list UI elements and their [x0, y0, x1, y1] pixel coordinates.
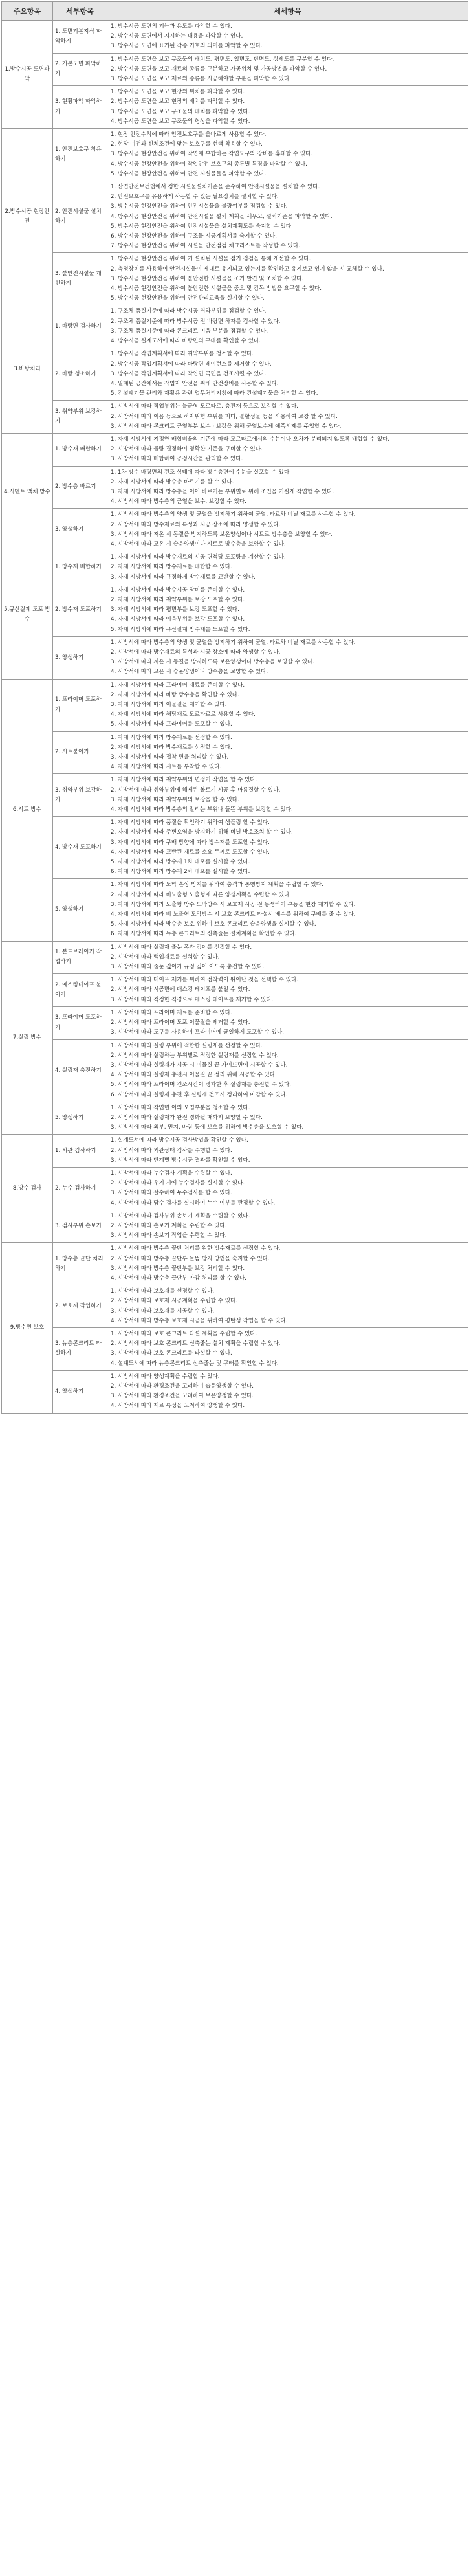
table-row: [2, 817, 468, 879]
table-row: [2, 53, 468, 86]
competency-page: [1, 1, 468, 1414]
detail-item: 5. 시방서에 따라 프라이머 건조시간이 경과한 후 실링재를 충전할 수 있다.: [111, 1082, 291, 1089]
table-row: [2, 1135, 468, 1168]
detail-item: 3. 시방서에 따라 보호 콘크리트를 타설할 수 있다.: [111, 1350, 232, 1357]
table-row: [2, 731, 468, 774]
detail-item: 2. 측정장비를 사용하여 안전시설물이 제대로 유지되고 있는지를 확인하고 유지보고 있지 않을 시 교체할 수 있다.: [111, 265, 384, 272]
main-item-cell: 9.방수면 보호: [2, 1243, 53, 1413]
table-row: [2, 974, 468, 1007]
detail-item: 4. 자재 시방서에 따라 방수층의 말리는 부위나 들뜬 부위를 보강할 수 있다.: [111, 806, 293, 814]
detail-items-cell: [107, 129, 468, 181]
detail-item: 1. 시방서에 따라 실링재 줄눈 폭과 깊이를 선정할 수 있다.: [111, 944, 252, 951]
detail-item: 1. 자재 시방서에 따라 취약부위의 면정기 작업을 할 수 있다.: [111, 777, 257, 784]
detail-item: 3. 자재 시방서에 따라 규정하게 방수재료를 교반할 수 있다.: [111, 573, 256, 581]
main-item-cell: 4.시멘트 액체 방수: [2, 433, 53, 551]
detail-items-cell: [107, 774, 468, 817]
detail-item: 2. 방수시공 도면을 보고 재료의 종류를 구분하고 가공위치 및 가공방법을 파악할 수 있다.: [111, 65, 327, 72]
sub-item-cell: 1. 안전보호구 착용하기: [53, 129, 107, 181]
sub-item-cell: 2. 누수 검사하기: [53, 1167, 107, 1210]
detail-item: 4. 시방서에 따라 방수층 끝단부 마감 처리를 할 수 있다.: [111, 1274, 246, 1282]
detail-item: 6. 방수시공 현장안전을 위하여 구조물 시공계획서를 숙지할 수 있다.: [111, 233, 277, 240]
detail-item: 3. 구조체 품질기준에 따라 콘크리트 이음 부분을 점검할 수 있다.: [111, 328, 268, 335]
detail-item: 1. 시방서에 따라 작업부위는 불균형 모르타르, 충전재 등으로 보강할 수 있다.: [111, 403, 299, 410]
sub-item-cell: 1. 본드브레이커 작업하기: [53, 941, 107, 974]
table-row: [2, 1167, 468, 1210]
table-row: [2, 401, 468, 434]
table-row: [2, 1327, 468, 1370]
detail-items-cell: [107, 253, 468, 305]
sub-item-cell: 3. 프라이머 도포하기: [53, 1006, 107, 1039]
detail-item: 1. 자재 시방서에 따라 프라이머 재료를 준비할 수 있다.: [111, 682, 245, 689]
detail-items-cell: [107, 1370, 468, 1413]
detail-item: 3. 시방서에 따라 저온 시 동결을 방지하도록 보온양생이나 방수층을 보양할 수 있다.: [111, 659, 314, 666]
detail-item: 3. 시방서에 따라 적정한 직경으로 매스킹 테이프를 제거할 수 있다.: [111, 996, 274, 1003]
detail-item: 2. 시방서에 따라 보호 콘크리트 신축줄눈 설치 계획을 수립할 수 있다.: [111, 1340, 281, 1348]
sub-item-cell: 1. 바탕면 검사하기: [53, 305, 107, 348]
table-row: [2, 679, 468, 731]
table-row: [2, 433, 468, 466]
detail-item: 1. 자재 시방서에 따라 방수재료의 시공 면적당 도포량을 계산할 수 있다.: [111, 554, 286, 561]
sub-item-cell: 3. 뉴층콘크리트 타설하기: [53, 1327, 107, 1370]
detail-item: 4. 방수시공 현장안전을 위하여 작업안전 보호구의 종류별 특징을 파악할 수 있다.: [111, 161, 307, 168]
sub-item-cell: 2. 매스킹테이프 붙이기: [53, 974, 107, 1007]
table-row: [2, 129, 468, 181]
header-main-item: 주요항목: [2, 2, 53, 21]
detail-items-cell: [107, 1327, 468, 1370]
detail-item: 3. 방수시공 현장안전을 위하여 작업에 부합하는 작업도구와 장비를 휴대할 수 있다.: [111, 151, 313, 158]
detail-item: 3. 시방서에 따라 살수하여 누수검사를 할 수 있다.: [111, 1190, 232, 1197]
sub-item-cell: 4. 양생하기: [53, 1370, 107, 1413]
detail-items-cell: [107, 466, 468, 509]
sub-item-cell: 3. 취약부위 보강하기: [53, 774, 107, 817]
detail-items-cell: [107, 181, 468, 253]
detail-item: 3. 시방서에 따라 배합하여 공정시간을 관리할 수 있다.: [111, 456, 243, 463]
detail-item: 2. 자재 시방서에 따라 방수재료를 선정할 수 있다.: [111, 744, 232, 751]
sub-item-cell: 3. 검사부위 손보기: [53, 1210, 107, 1243]
detail-items-cell: [107, 1135, 468, 1168]
detail-items-cell: [107, 1039, 468, 1102]
detail-item: 2. 자재 시방서에 따라 주변오염을 방지하기 위해 비닐 방호조치 할 수 있다.: [111, 829, 293, 836]
sub-item-cell: 2. 바탕 청소하기: [53, 348, 107, 401]
detail-items-cell: [107, 731, 468, 774]
detail-item: 1. 시방서에 따라 테이프 제거를 위하여 접착력이 뛰어난 것을 선택할 수 있다.: [111, 977, 299, 984]
detail-item: 2. 자재 시방서에 따라 비노출형 노출형에 따른 양생계획을 수립할 수 있다.: [111, 891, 291, 898]
detail-item: 1. 시방서에 따라 실링 부위에 적합한 실링재를 선정할 수 있다.: [111, 1042, 263, 1049]
sub-item-cell: 4. 방수재 도포하기: [53, 817, 107, 879]
detail-item: 3. 시방서에 따라 단계별 방수시공 결과를 확인할 수 있다.: [111, 1157, 250, 1164]
detail-item: 1. 시방서에 따라 방수층 끝단 처리를 위한 방수재료를 선정할 수 있다.: [111, 1245, 281, 1252]
sub-item-cell: 2. 방수층 바르기: [53, 466, 107, 509]
competency-table: [1, 1, 468, 1414]
detail-items-cell: [107, 1285, 468, 1328]
detail-item: 1. 자재 시방서에 따라 품질을 확인하기 위하여 샘플링 할 수 있다.: [111, 819, 270, 827]
table-body: [2, 21, 468, 1414]
detail-item: 4. 시방서에 따라 고온 시 습윤양생이나 방수층을 보양할 수 있다.: [111, 669, 268, 676]
detail-item: 1. 시방서에 따라 보호 콘크리트 타설 계획을 수립할 수 있다.: [111, 1330, 257, 1337]
detail-items-cell: [107, 1006, 468, 1039]
detail-item: 3. 자재 시방서에 따라 접착 면을 처리할 수 있다.: [111, 754, 229, 761]
detail-items-cell: [107, 1210, 468, 1243]
sub-item-cell: 2. 보호재 작업하기: [53, 1285, 107, 1328]
detail-item: 1. 1차 방수 바탕면의 건조 상태에 따라 방수층면에 수분을 살포할 수 있다.: [111, 469, 291, 476]
detail-item: 3. 자재 시방서에 따라 노출형 방수 도막방수 시 보호재 사공 전 동생하기 부동을 현장 제거할 수 있다.: [111, 901, 356, 908]
detail-item: 3. 방수시공 도면을 보고 구조물의 배치를 파악할 수 있다.: [111, 108, 250, 115]
sub-item-cell: 3. 양생하기: [53, 636, 107, 679]
detail-item: 3. 시방서에 따라 줄눈 깊이가 규정 깊이 이도록 충전할 수 있다.: [111, 964, 265, 971]
table-row: [2, 509, 468, 551]
table-row: [2, 181, 468, 253]
detail-item: 7. 방수시공 현장안전을 위하여 시설물 안전점검 체크리스트를 작성할 수 있다.: [111, 243, 300, 250]
table-row: [2, 636, 468, 679]
detail-item: 2. 방수시공 도면을 보고 현장의 배치를 파악할 수 있다.: [111, 98, 245, 105]
detail-item: 1. 시방서에 따라 방수층의 양생 및 균열을 방지하기 위하여 균열, 타르와 비닐 재료를 사용할 수 있다.: [111, 511, 356, 518]
sub-item-cell: 1. 방수층 끝단 처리하기: [53, 1243, 107, 1285]
detail-item: 3. 방수시공 작업계획서에 따라 작업면 곡면을 건조시킬 수 있다.: [111, 370, 267, 377]
detail-items-cell: [107, 305, 468, 348]
detail-items-cell: [107, 1243, 468, 1285]
detail-item: 2. 자재 시방서에 따라 바탕 방수층을 확인할 수 있다.: [111, 691, 239, 698]
detail-item: 2. 시방서에 따라 물량 결정하여 정확한 기준을 구비할 수 있다.: [111, 446, 263, 453]
detail-item: 3. 시방서에 따라 도구를 사용하여 프라이머에 균일하게 도포할 수 있다.: [111, 1029, 284, 1036]
detail-item: 4. 방수시공 현장안전을 위하여 안전시설물 설치 계획을 세우고, 설치기준을 파악할 수 있다.: [111, 213, 333, 220]
detail-item: 5. 방수시공 현장안전을 위하여 안전시설물을 설치계획도를 숙지할 수 있다.: [111, 223, 293, 230]
detail-item: 4. 자재 시방서에 따라 비 노출형 도막방수 시 보호 콘크리트 타설시 배수를 위하여 구배를 줄 수 있다.: [111, 911, 356, 918]
detail-item: 3. 시방서에 따라 보호재를 시공할 수 있다.: [111, 1307, 215, 1315]
detail-item: 6. 자재 시방서에 따라 뉴층 콘크리트의 신축줄눈 설치계획을 확인할 수 있다.: [111, 931, 297, 938]
table-row: [2, 1210, 468, 1243]
detail-items-cell: [107, 817, 468, 879]
table-row: [2, 253, 468, 305]
detail-item: 3. 방수시공 현장안전을 위하여 안전시설물을 불량여부를 점검할 수 있다.: [111, 203, 288, 210]
detail-item: 4. 밀폐된 공간에서는 작업자 안전을 위해 안전장비를 사용할 수 있다.: [111, 380, 279, 387]
detail-item: 3. 자재 시방서에 따라 평면부를 보강 도포할 수 있다.: [111, 606, 239, 614]
detail-items-cell: [107, 879, 468, 941]
detail-item: 4. 자재 시방서에 따라 시트를 부착할 수 있다.: [111, 764, 222, 771]
header-detail-item: 세세항목: [107, 2, 468, 21]
table-row: [2, 551, 468, 584]
detail-items-cell: [107, 636, 468, 679]
detail-item: 1. 시방서에 따라 보호재를 선정할 수 있다.: [111, 1288, 215, 1295]
detail-item: 5. 방수시공 현장안전을 위하여 안전 시설물들을 파악할 수 있다.: [111, 170, 267, 177]
detail-item: 6. 시방서에 따라 실링재 충전 후 실링재 건조시 정리하여 마감할 수 있다.: [111, 1091, 288, 1098]
table-row: [2, 305, 468, 348]
table-row: [2, 1102, 468, 1135]
detail-item: 2. 자재 시방서에 따라 방수재료를 배합할 수 있다.: [111, 564, 232, 571]
detail-item: 4. 시방서에 따라 실링재 충전시 이물질 끝 정리 위해 시공할 수 있다.: [111, 1072, 277, 1079]
table-header-row: [2, 2, 468, 21]
sub-item-cell: 5. 양생하기: [53, 879, 107, 941]
sub-item-cell: 1. 외관 검사하기: [53, 1135, 107, 1168]
detail-item: 3. 자재 시방서에 따라 취약부위의 보강을 할 수 있다.: [111, 796, 239, 803]
detail-item: 2. 현장 여건과 신체조건에 맞는 보호구를 선택 착용할 수 있다.: [111, 141, 263, 148]
detail-items-cell: [107, 551, 468, 584]
detail-item: 3. 시방서에 따라 환경조건을 고려하여 보온양생할 수 있다.: [111, 1393, 254, 1400]
detail-item: 2. 시방서에 따라 이음 등으로 하자위험 부위를 퍼티, 불활성물 등을 사용하여 보강 할 수 있다.: [111, 413, 338, 420]
detail-item: 3. 자재 시방서에 따라 이물질을 제거할 수 있다.: [111, 702, 227, 708]
main-item-cell: 6.시트 방수: [2, 679, 53, 941]
detail-item: 3. 방수시공 도면에 표기된 각종 기호의 의미를 파악할 수 있다.: [111, 43, 263, 50]
detail-item: 1. 현장 안전수칙에 따라 안전보호구를 올바르게 사용할 수 있다.: [111, 131, 267, 139]
table-row: [2, 584, 468, 636]
main-item-cell: 1.방수시공 도면파악: [2, 21, 53, 129]
detail-item: 3. 시방서에 따라 실링재가 시공 시 이물질 끝 가이드면에 시공할 수 있다.: [111, 1061, 288, 1069]
table-row: [2, 86, 468, 129]
main-item-cell: 3.바탕처리: [2, 305, 53, 433]
detail-item: 1. 자재 시방서에 지정한 배합비율의 기준에 따라 모르타르에서의 수분이나 오차가 분리되지 않도록 배합할 수 있다.: [111, 436, 390, 443]
header-sub-item: 세부항목: [53, 2, 107, 21]
detail-item: 3. 시방서에 따라 방수층 끝단부를 보강 처리할 수 있다.: [111, 1265, 245, 1272]
sub-item-cell: 2. 기본도면 파악하기: [53, 53, 107, 86]
detail-item: 5. 건설폐기물 관리와 재활용 관련 업무처리지침에 따라 건설폐기물을 처리할 수 있다.: [111, 390, 318, 397]
detail-item: 3. 방수시공 도면을 보고 재료의 종류를 시공해야할 부분을 파악할 수 있다.: [111, 76, 291, 83]
detail-item: 2. 시방서에 따라 우기 시에 누수검사를 실시할 수 있다.: [111, 1180, 245, 1187]
detail-item: 4. 설계도서에 따라 뉴층콘크리트 신축줄눈 및 구배를 확인할 수 있다.: [111, 1360, 279, 1367]
detail-items-cell: [107, 53, 468, 86]
detail-item: 1. 방수시공 도면을 보고 현장의 위치를 파악할 수 있다.: [111, 89, 245, 96]
detail-item: 2. 시방서에 따라 보호재 시공계획을 수립할 수 있다.: [111, 1298, 238, 1305]
detail-item: 1. 자재 시방서에 따라 도막 손상 방지를 위하여 충격과 통행방지 계획을 수립할 수 있다.: [111, 882, 323, 889]
detail-item: 1. 구조체 품질기준에 따라 방수시공 취약부위를 점검할 수 있다.: [111, 308, 267, 315]
table-row: [2, 1243, 468, 1285]
table-row: [2, 879, 468, 941]
sub-item-cell: 3. 취약부위 보강하기: [53, 401, 107, 434]
detail-item: 3. 시방서에 따라 손보기 작업을 수행할 수 있다.: [111, 1232, 227, 1239]
detail-item: 4. 시방서에 따라 고온 시 습윤양생이나 시트로 방수층을 보양할 수 있다.: [111, 540, 286, 548]
detail-item: 2. 시방서에 따라 손보기 계획을 수립할 수 있다.: [111, 1222, 227, 1229]
table-row: [2, 21, 468, 54]
sub-item-cell: 1. 프라이머 도포하기: [53, 679, 107, 731]
detail-item: 3. 시방서에 따라 저온 시 동결을 방지하도록 보온양생이나 시트로 방수층을 보양할 수 있다.: [111, 531, 333, 538]
detail-item: 4. 시방서에 따라 방수층의 균열을 보수, 보강할 수 있다.: [111, 498, 246, 505]
detail-item: 6. 자재 시방서에 따라 방수재 2차 배포를 실시할 수 있다.: [111, 869, 250, 876]
sub-item-cell: 3. 불안전시설물 개선하기: [53, 253, 107, 305]
detail-items-cell: [107, 679, 468, 731]
sub-item-cell: 2. 시트붙이기: [53, 731, 107, 774]
detail-item: 2. 시방서에 따라 취약부위에 해제된 볼트기 시공 후 마름질할 수 있다.: [111, 786, 281, 794]
sub-item-cell: 3. 현황파악 파악하기: [53, 86, 107, 129]
detail-item: 2. 시방서에 따라 백업재료를 설치할 수 있다.: [111, 953, 220, 960]
detail-items-cell: [107, 941, 468, 974]
detail-item: 2. 시방서에 따라 실링재가 완전 경화될 때까지 보양할 수 있다.: [111, 1114, 263, 1121]
detail-item: 3. 자재 시방서에 따라 구배 방향에 따라 방수재를 도포할 수 있다.: [111, 839, 270, 846]
detail-item: 2. 방수시공 도면에서 지시하는 내용을 파악할 수 있다.: [111, 33, 243, 40]
detail-item: 4. 자재 시방서에 따라 해당재료 모르타르로 사용할 수 있다.: [111, 711, 256, 718]
detail-item: 1. 시방서에 따라 양생계획을 수립할 수 있다.: [111, 1373, 220, 1380]
detail-item: 1. 자재 시방서에 따라 방수시공 장비를 준비할 수 있다.: [111, 586, 245, 594]
detail-item: 2. 시방서에 따라 방수층 끝단부 들뜸 방지 방법을 숙지할 수 있다.: [111, 1255, 270, 1262]
detail-items-cell: [107, 1102, 468, 1135]
table-row: [2, 1039, 468, 1102]
detail-item: 4. 자재 시방서에 따라 이음부위를 보강 도포할 수 있다.: [111, 616, 245, 623]
detail-item: 2. 자재 시방서에 따라 방수층 바르기를 할 수 있다.: [111, 478, 234, 485]
detail-item: 5. 방수시공 현장안전을 위하여 안전관리교육을 실시할 수 있다.: [111, 295, 265, 302]
detail-item: 5. 자재 시방서에 따라 방수재 1차 배포를 실시할 수 있다.: [111, 859, 250, 866]
main-item-cell: 8.방수 검사: [2, 1135, 53, 1243]
table-row: [2, 1370, 468, 1413]
sub-item-cell: 2. 안전시설물 설치하기: [53, 181, 107, 253]
detail-item: 4. 방수시공 현장안전을 위하여 불안전한 시설물을 중요 및 감독 방법을 요구할 수 있다.: [111, 285, 322, 293]
detail-item: 1. 시방서에 따라 작업면 이외 오염부분을 청소할 수 있다.: [111, 1104, 250, 1111]
table-row: [2, 1006, 468, 1039]
detail-item: 4. 시방서에 따라 재료 특성을 고려하여 양생할 수 있다.: [111, 1403, 245, 1410]
detail-item: 1. 방수시공 현장안전을 위하여 기 설치된 시설물 점기 점검을 통해 개선할 수 있다.: [111, 256, 311, 263]
detail-item: 2. 시방서에 따라 실링하는 부위별로 적정한 실링재를 선정할 수 있다.: [111, 1052, 279, 1059]
detail-item: 2. 시방서에 따라 프라이머 도포 이물질을 제거할 수 있다.: [111, 1019, 250, 1027]
detail-item: 2. 시방서에 따라 시공면에 매스킹 테이프를 붙일 수 있다.: [111, 986, 250, 994]
table-row: [2, 1285, 468, 1328]
table-row: [2, 941, 468, 974]
detail-item: 1. 시방서에 따라 방수층의 양생 및 균열을 방지하기 위하여 균열, 타르와 비닐 재료를 사용할 수 있다.: [111, 639, 356, 646]
detail-item: 1. 방수시공 도면의 기능과 용도를 파악할 수 있다.: [111, 23, 232, 30]
detail-item: 2. 구조체 품질기준에 따라 방수시공 전 바탕면 하자를 검사할 수 있다.: [111, 318, 281, 325]
main-item-cell: 2.방수시공 현장안전: [2, 129, 53, 305]
detail-item: 1. 산업안전보건법에서 정한 시설물설치기준을 준수하여 안전시설물을 설치할 수 있다.: [111, 184, 320, 191]
detail-item: 1. 시방서에 따라 검사부위 손보기 계획을 수립할 수 있다.: [111, 1212, 250, 1219]
detail-item: 1. 자재 시방서에 따라 방수재료를 선정할 수 있다.: [111, 734, 232, 741]
sub-item-cell: 2. 방수재 도포하기: [53, 584, 107, 636]
detail-item: 2. 자재 시방서에 따라 취약부위를 보강 도포할 수 있다.: [111, 596, 245, 603]
table-row: [2, 348, 468, 401]
detail-item: 4. 방수시공 설계도서에 따라 바탕면의 구배를 확인할 수 있다.: [111, 338, 261, 345]
detail-item: 4. 시방서에 따라 담수 검사를 실시하여 누수 여부를 판정할 수 있다.: [111, 1199, 276, 1206]
detail-item: 4. 시방서에 따라 방수층 보호재 시공을 위하여 평탄성 작업을 할 수 있다.: [111, 1317, 288, 1324]
sub-item-cell: 4. 실링재 충전하기: [53, 1039, 107, 1102]
detail-items-cell: [107, 21, 468, 54]
detail-items-cell: [107, 348, 468, 401]
detail-item: 2. 안전보호구를 유용하게 사용할 수 있는 필요장치를 설치할 수 있다.: [111, 194, 279, 201]
detail-item: 2. 시방서에 따라 외관상태 검사를 수행할 수 있다.: [111, 1147, 232, 1154]
detail-item: 3. 방수시공 현장안전을 위하여 불안전한 시설물을 조기 발견 및 조치할 수 있다.: [111, 275, 304, 282]
detail-item: 4. 자재 시방서에 따라 교반된 재료를 소요 두께로 도포할 수 있다.: [111, 849, 270, 856]
detail-items-cell: [107, 401, 468, 434]
detail-item: 1. 설계도서에 따라 방수시공 검사방법을 확인할 수 있다.: [111, 1137, 248, 1144]
detail-item: 4. 방수시공 도면을 보고 구조물의 형상을 파악할 수 있다.: [111, 118, 250, 125]
detail-items-cell: [107, 1167, 468, 1210]
detail-item: 3. 시방서에 따라 외부, 먼지, 바람 등에 보호를 위하여 방수층을 보호할 수 있다.: [111, 1124, 304, 1131]
detail-item: 5. 자재 시방서에 따라 프라이머를 도포할 수 있다.: [111, 721, 232, 728]
sub-item-cell: 5. 양생하기: [53, 1102, 107, 1135]
sub-item-cell: 1. 방수재 배합하기: [53, 551, 107, 584]
sub-item-cell: 3. 양생하기: [53, 509, 107, 551]
detail-item: 2. 시방서에 따라 환경조건을 고려하여 습윤양생할 수 있다.: [111, 1383, 254, 1390]
detail-item: 1. 방수시공 작업계획서에 따라 취약부위를 청소할 수 있다.: [111, 351, 254, 358]
detail-item: 2. 시방서에 따라 방수재료의 특성과 시공 장소에 따라 양생할 수 있다.: [111, 521, 281, 528]
detail-item: 3. 시방서에 따라 콘크리트 균열부분 보수 · 보강을 위해 균열보수제 에폭시제를 주입할 수 있다.: [111, 423, 342, 430]
detail-items-cell: [107, 509, 468, 551]
detail-items-cell: [107, 584, 468, 636]
detail-items-cell: [107, 433, 468, 466]
detail-items-cell: [107, 86, 468, 129]
detail-items-cell: [107, 974, 468, 1007]
table-row: [2, 466, 468, 509]
detail-item: 2. 시방서에 따라 방수재료의 특성과 시공 장소에 따라 양생할 수 있다.: [111, 649, 281, 656]
sub-item-cell: 1. 방수재 배합하기: [53, 433, 107, 466]
main-item-cell: 5.규산질계 도포 방수: [2, 551, 53, 679]
table-row: [2, 774, 468, 817]
detail-item: 1. 시방서에 따라 누수검사 계획을 수립할 수 있다.: [111, 1170, 232, 1177]
detail-item: 1. 시방서에 따라 프라이머 재료를 준비할 수 있다.: [111, 1009, 232, 1016]
sub-item-cell: 1. 도면기본지식 파악하기: [53, 21, 107, 54]
main-item-cell: 7.실링 방수: [2, 941, 53, 1135]
detail-item: 1. 방수시공 도면을 보고 구조물의 배치도, 평면도, 입면도, 단면도, 상세도를 구분할 수 있다.: [111, 56, 334, 63]
detail-item: 2. 방수시공 작업계획서에 따라 바탕면 레이턴스를 제거할 수 있다.: [111, 361, 272, 368]
detail-item: 3. 자재 시방서에 따라 방수층을 이어 바르기는 부위별로 위해 조인을 기실게 작업할 수 있다.: [111, 488, 334, 495]
detail-item: 5. 자재 시방서에 따라 방수층 보호 위하여 보호 콘크리트 습윤양생을 실시할 수 있다.: [111, 921, 316, 928]
detail-item: 5. 자재 시방서에 따라 규산질계 방수재를 도포할 수 있다.: [111, 626, 250, 633]
